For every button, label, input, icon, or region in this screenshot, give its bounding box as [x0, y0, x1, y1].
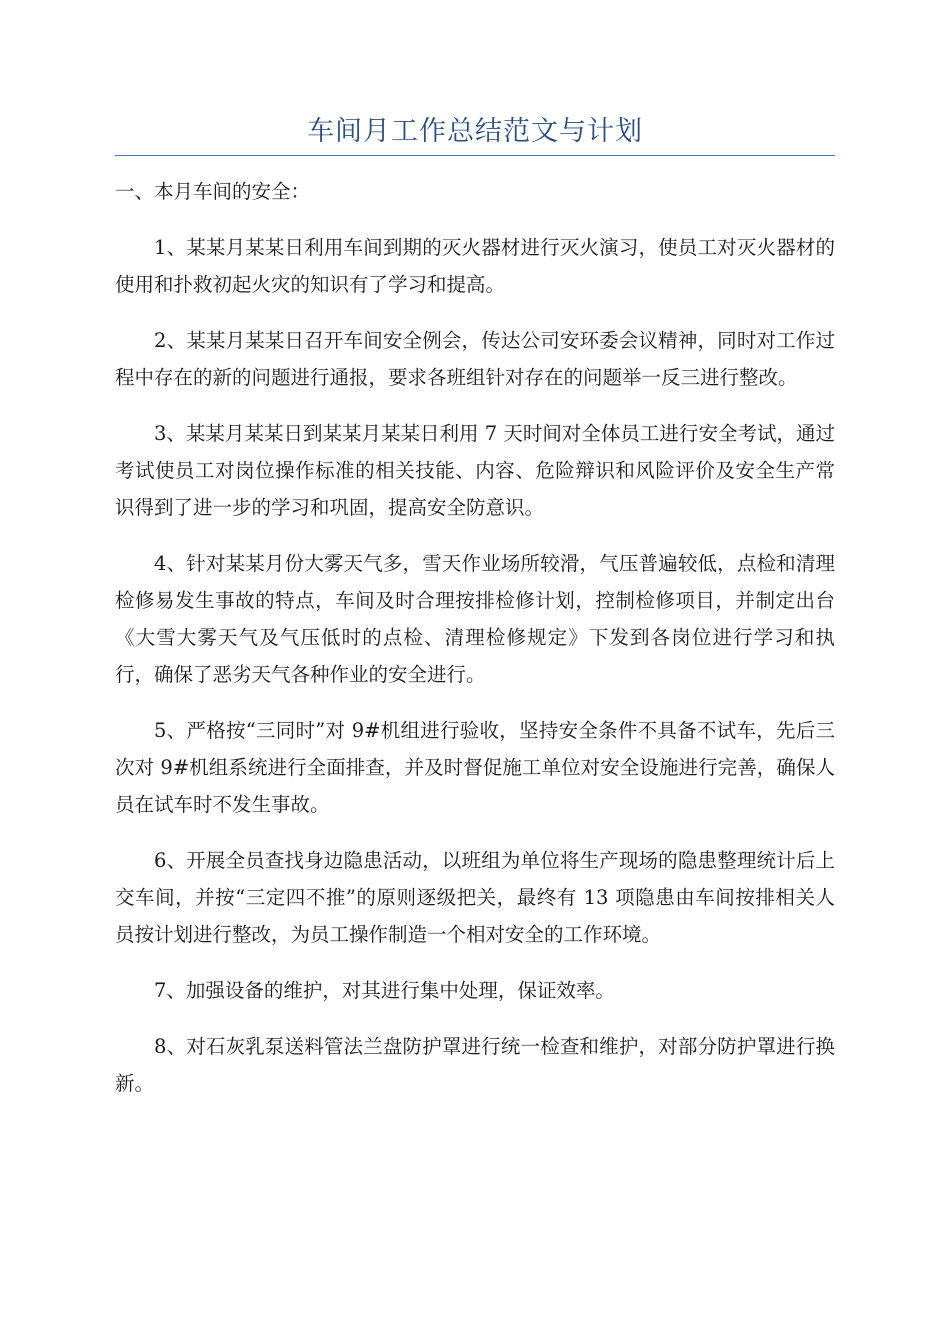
- document-body: [115, 173, 835, 1121]
- paragraph: 4、针对某某月份大雾天气多，雪天作业场所较滑，气压普遍较低，点检和清理检修易发生事故的特点，车间及时合理按排检修计划，控制检修项目，并制定出台《大雪大雾天气及气压低时的点检、清理检修规定》下发到各岗位进行学习和执行，确保了恶劣天气各种作业的安全进行。: [115, 552, 835, 686]
- paragraph: 2、某某月某某日召开车间安全例会，传达公司安环委会议精神，同时对工作过程中存在的新的问题进行通报，要求各班组针对存在的问题举一反三进行整改。: [115, 329, 835, 389]
- document-title: 车间月工作总结范文与计划: [307, 116, 643, 147]
- paragraph: 7、加强设备的维护，对其进行集中处理，保证效率。: [154, 979, 615, 1002]
- paragraph: 3、某某月某某日到某某月某某日利用 7 天时间对全体员工进行安全考试，通过考试使员工对岗位操作标准的相关技能、内容、危险辩识和风险评价及安全生产常识得到了进一步的学习和巩固，提高安全防意识。: [115, 422, 835, 519]
- paragraph: 8、对石灰乳泵送料管法兰盘防护罩进行统一检查和维护，对部分防护罩进行换新。: [115, 1035, 835, 1095]
- section-heading: 一、本月车间的安全：: [115, 180, 311, 203]
- paragraph: 6、开展全员查找身边隐患活动，以班组为单位将生产现场的隐患整理统计后上交车间，并按“三定四不推”的原则逐级把关，最终有 13 项隐患由车间按排相关人员按计划进行整改，为员工操作制造一个相对安全的工作环境。: [115, 849, 835, 946]
- title-underline: [115, 155, 835, 156]
- paragraph: 1、某某月某某日利用车间到期的灭火器材进行灭火演习，使员工对灭火器材的使用和扑救初起火灾的知识有了学习和提高。: [115, 236, 835, 296]
- paragraph: 5、严格按“三同时”对 9#机组进行验收，坚持安全条件不具备不试车，先后三次对 9#机组系统进行全面排查，并及时督促施工单位对安全设施进行完善，确保人员在试车时不发生事故。: [115, 719, 835, 816]
